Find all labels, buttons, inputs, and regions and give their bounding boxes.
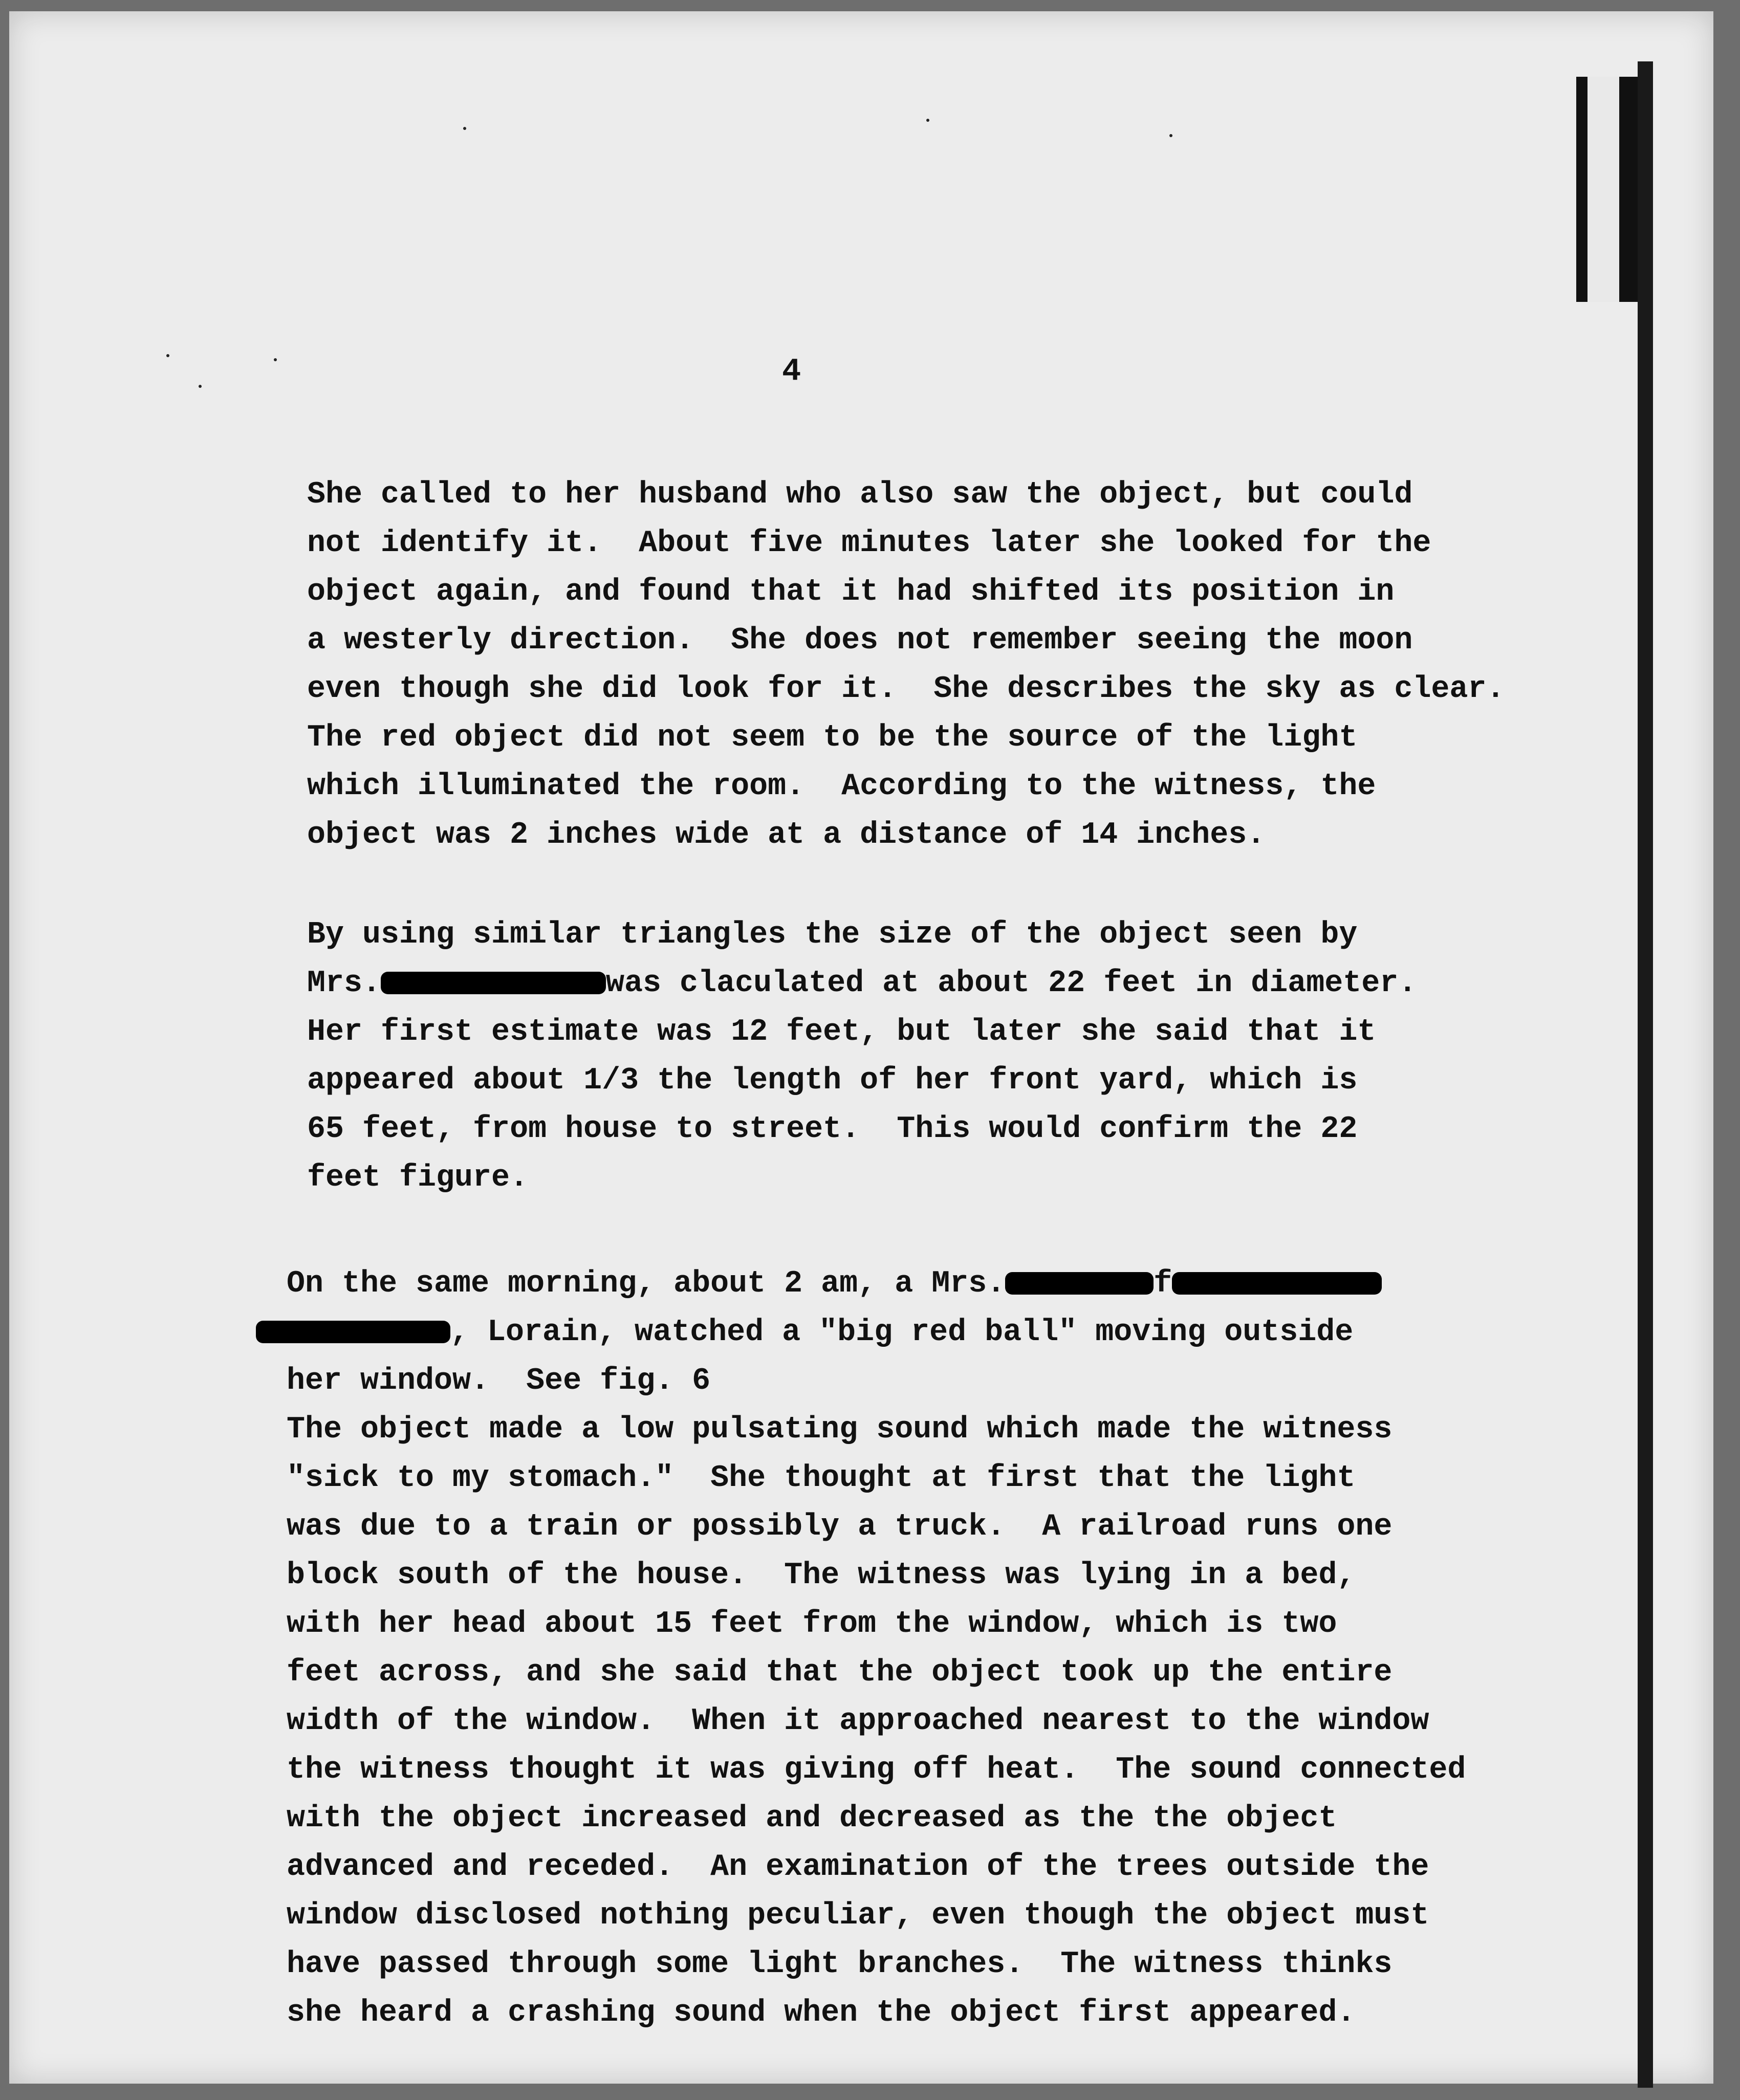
text-line (307, 959, 1535, 1008)
paragraph-1 (307, 471, 1535, 860)
text-line: even though she did look for it. She describes the sky as clear. (307, 672, 1505, 707)
text-line (256, 1308, 1515, 1357)
text-line: By using similar triangles the size of the object seen by (307, 917, 1358, 952)
text-line: 65 feet, from house to street. This would confirm the 22 (307, 1112, 1358, 1147)
scan-speck (1169, 134, 1172, 137)
scan-speck (274, 358, 277, 361)
text-line: feet figure. (307, 1161, 529, 1195)
page-number: 4 (782, 353, 801, 389)
text-line: the witness thought it was giving off heat. The sound connected (287, 1753, 1466, 1787)
text-fragment: Mrs. (307, 966, 381, 1001)
text-line: appeared about 1/3 the length of her front yard, which is (307, 1063, 1358, 1098)
text-fragment: On the same morning, about 2 am, a Mrs. (287, 1266, 1006, 1301)
paragraph-3 (287, 1260, 1515, 1406)
redaction-bar (381, 972, 606, 994)
text-line: not identify it. About five minutes later she looked for the (307, 526, 1431, 561)
text-line: with the object increased and decreased as the the object (287, 1801, 1337, 1836)
text-line: which illuminated the room. According to the witness, the (307, 769, 1376, 804)
text-line: object again, and found that it had shifted its position in (307, 575, 1395, 609)
text-fragment: f (1154, 1266, 1172, 1301)
binding-mark (1576, 77, 1638, 302)
text-line: block south of the house. The witness was lying in a bed, (287, 1558, 1356, 1593)
text-line: a westerly direction. She does not remember seeing the moon (307, 623, 1413, 658)
text-line: advanced and receded. An examination of the trees outside the (287, 1850, 1429, 1885)
text-fragment: , Lorain, watched a "big red ball" moving outside (450, 1315, 1354, 1350)
text-line: "sick to my stomach." She thought at first that the light (287, 1461, 1356, 1496)
text-line: she heard a crashing sound when the object first appeared. (287, 1996, 1356, 2030)
paragraph-4 (287, 1406, 1566, 2038)
text-line: object was 2 inches wide at a distance of 14 inches. (307, 818, 1266, 852)
redaction-bar (1172, 1272, 1382, 1295)
text-line: Her first estimate was 12 feet, but later she said that it (307, 1015, 1376, 1049)
text-line: window disclosed nothing peculiar, even though the object must (287, 1898, 1429, 1933)
text-line: She called to her husband who also saw the object, but could (307, 477, 1413, 512)
text-line: width of the window. When it approached nearest to the window (287, 1704, 1429, 1739)
scan-edge-strip (1638, 61, 1653, 2088)
scan-speck (166, 354, 169, 357)
text-fragment: was claculated at about 22 feet in diameter. (606, 966, 1417, 1001)
redaction-bar (256, 1321, 450, 1343)
scan-speck (199, 385, 202, 388)
text-line: with her head about 15 feet from the window, which is two (287, 1607, 1337, 1642)
text-line: her window. See fig. 6 (287, 1364, 711, 1398)
text-line (287, 1260, 1515, 1308)
text-line: The object made a low pulsating sound which made the witness (287, 1412, 1393, 1447)
scan-speck (463, 127, 466, 130)
text-line: The red object did not seem to be the source of the light (307, 720, 1358, 755)
redaction-bar (1005, 1272, 1154, 1295)
scan-speck (926, 119, 929, 122)
text-line: feet across, and she said that the object took up the entire (287, 1655, 1393, 1690)
paragraph-2 (307, 911, 1535, 1202)
text-line: have passed through some light branches. The witness thinks (287, 1947, 1393, 1982)
text-line: was due to a train or possibly a truck. A railroad runs one (287, 1510, 1393, 1544)
